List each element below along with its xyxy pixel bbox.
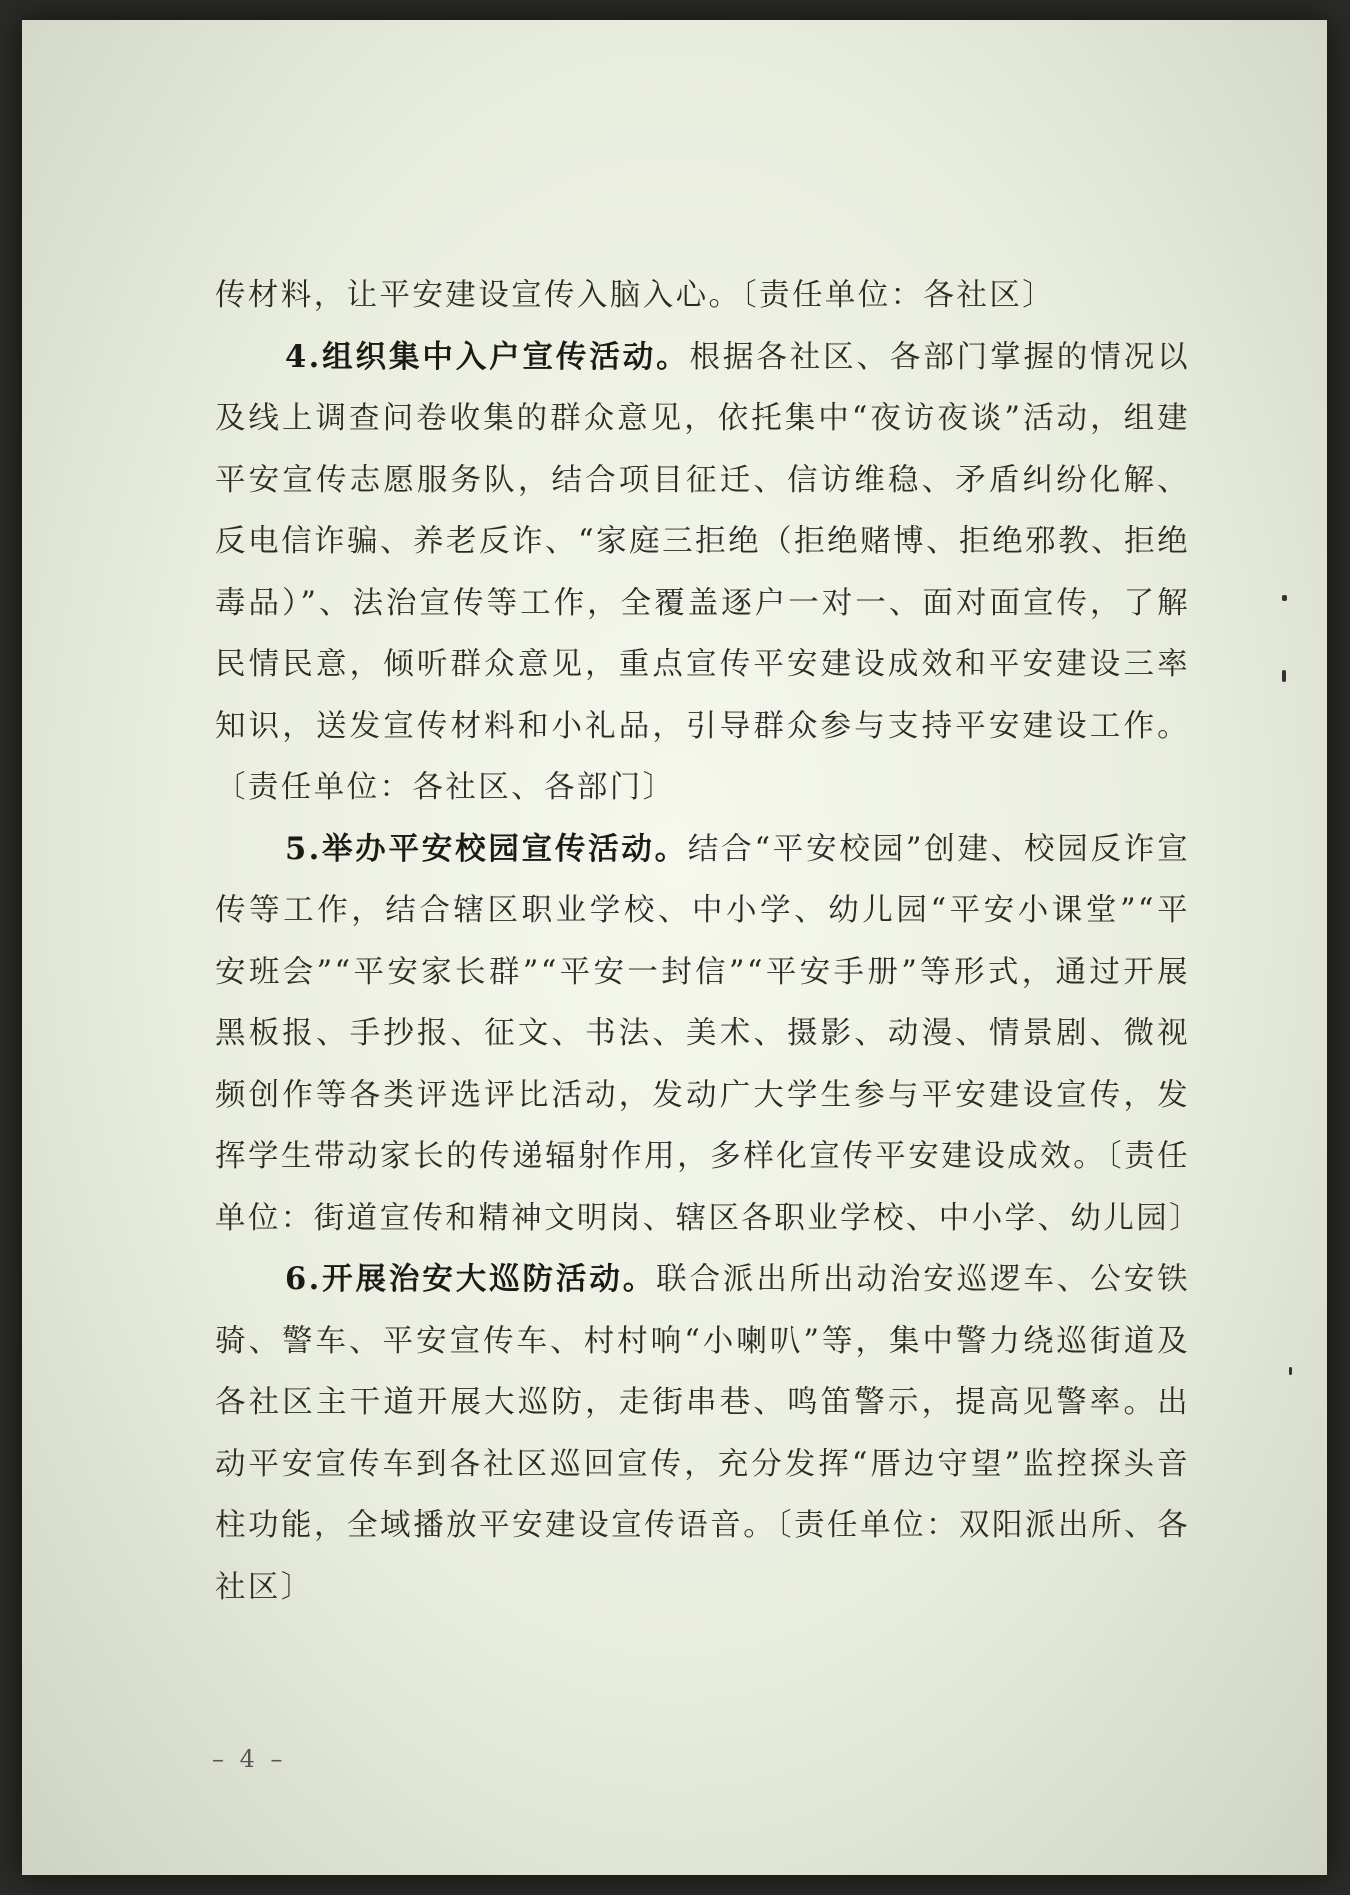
- paragraph-text: 联合派出所出动治安巡逻车、公安铁骑、警车、平安宣传车、村村响“小喇叭”等，集中警力绕巡街道及各社区主干道开展大巡防，走街串巷、鸣笛警示，提高见警率。出动平安宣传车到各社区巡回宣传，充分发挥“厝边守望”监控探头音柱功能，全域播放平安建设宣传语音。〔责任单位：双阳派出所、各社区〕: [215, 1262, 1190, 1605]
- paragraph-text: 结合“平安校园”创建、校园反诈宣传等工作，结合辖区职业学校、中小学、幼儿园“平安小课堂”“平安班会”“平安家长群”“平安一封信”“平安手册”等形式，通过开展黑板报、手抄报、征文、书法、美术、摄影、动漫、情景剧、微视频创作等各类评选评比活动，发动广大学生参与平安建设宣传，发挥学生带动家长的传递辐射作用，多样化宣传平安建设成效。〔责任单位：街道宣传和精神文明岗、辖区各职业学校、中小学、幼儿园〕: [215, 831, 1202, 1236]
- paragraph-item-6: [215, 1249, 1190, 1618]
- paragraph-item-5: [215, 819, 1202, 1250]
- paragraph-continuation: [215, 265, 1190, 327]
- page-number: – 4 –: [212, 1745, 287, 1773]
- paper-speck: [1282, 595, 1287, 601]
- document-page: [22, 20, 1327, 1875]
- paragraph-text: 根据各社区、各部门掌握的情况以及线上调查问卷收集的群众意见，依托集中“夜访夜谈”活动，组建平安宣传志愿服务队，结合项目征迁、信访维稳、矛盾纠纷化解、反电信诈骗、养老反诈、“家庭三拒绝（拒绝赌博、拒绝邪教、拒绝毒品）”、法治宣传等工作，全覆盖逐户一对一、面对面宣传，了解民情民意，倾听群众意见，重点宣传平安建设成效和平安建设三率知识，送发宣传材料和小礼品，引导群众参与支持平安建设工作。〔责任单位：各社区、各部门〕: [215, 339, 1191, 805]
- paragraph-heading: 5.举办平安校园宣传活动。: [285, 830, 688, 867]
- paragraph-text: 传材料，让平安建设宣传入脑入心。〔责任单位：各社区〕: [215, 278, 1056, 313]
- paragraph-heading: 4.组织集中入户宣传活动。: [285, 338, 690, 375]
- paragraph-item-4: [215, 327, 1190, 819]
- paper-speck: [1282, 670, 1286, 682]
- paper-speck: [1289, 1367, 1292, 1375]
- paragraph-heading: 6.开展治安大巡防活动。: [285, 1261, 657, 1297]
- document-body: [215, 265, 1202, 1618]
